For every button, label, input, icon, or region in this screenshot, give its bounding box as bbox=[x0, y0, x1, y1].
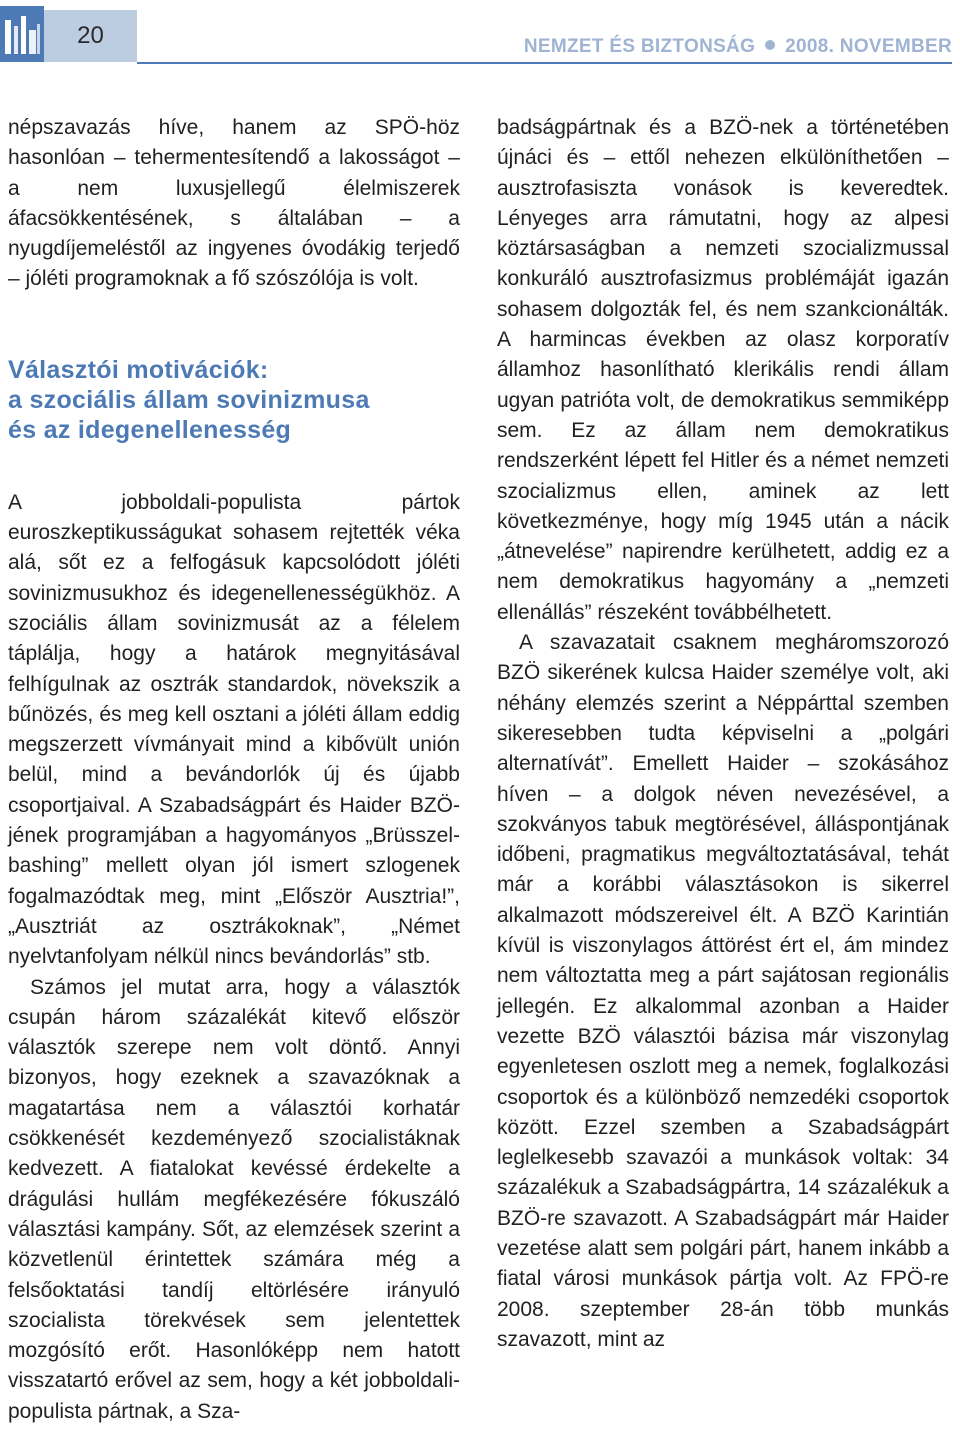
paragraph: Számos jel mutat arra, hogy a választók csupán három százalékát kitevő először választók szerepe nem volt döntő. Annyi bizonyos, hogy ezeknek a szavazóknak a magatartása nem a választói korhatár csökkenését kezdeményező szocialistáknak kedvezett. A fiatalokat kevéssé érdekelte a drágulási hullám megfékezésére fókuszáló választási kampány. Sőt, az elemzések szerint a közvetlenül érintettek számára még a felsőoktatási tandíj eltörlésére irányuló szocialista törekvések sem jelentettek mozgósító erőt. Hasonlóképp nem hatott visszatartó erővel az sem, hogy a két jobboldali-populista pártnak, a Sza- bbox=[8, 975, 460, 1423]
journal-logo bbox=[0, 6, 44, 62]
paragraph: népszavazás híve, hanem az SPÖ-höz hasonlóan – tehermentesítendő a lakosságot – a nem luxusjellegű élelmiszerek áfacsökkentésének, s általában – a nyugdíjemeléstől az ingyenes óvodákig terjedő – jóléti programoknak a fő szószólója is volt. bbox=[8, 116, 460, 291]
section-heading-line: és az idegenellenesség bbox=[8, 415, 292, 444]
right-column bbox=[497, 113, 949, 1355]
bullet-separator bbox=[765, 40, 775, 50]
running-head bbox=[524, 36, 952, 58]
header-rule bbox=[137, 62, 952, 64]
section-heading-line: Választói motivációk: bbox=[8, 355, 269, 384]
issue-date: 2008. NOVEMBER bbox=[785, 36, 952, 57]
publication-title: NEMZET ÉS BIZTONSÁG bbox=[523, 36, 756, 57]
paragraph: A jobboldali-populista pártok euroszkeptikusságukat sohasem rejtették véka alá, sőt ez a felfogásuk kapcsolódott jóléti sovinizmusukhoz és idegenellenességükhöz. A szociális állam sovinizmusát az a félelem táplálja, hogy a határok megnyitásával felhígulnak az osztrák standardok, növekszik a bűnözés, és meg kell osztani a jóléti állam eddig megszerzett vívmányait mind a kibővült unión belül, mind a bevándorlók új és újabb csoportjaival. A Szabadságpárt és Haider BZÖ-jének programjában a hagyományos „Brüsszel-bashing” mellett olyan jól ismert szlogenek fogalmazódtak meg, mint „Először Ausztria!”, „Ausztriát az osztrákoknak”, „Német nyelvtanfolyam nélkül nincs bevándorlás” stb. bbox=[8, 490, 460, 969]
paragraph: A szavazatait csaknem megháromszorozó BZÖ sikerének kulcsa Haider személye volt, aki néhány elemzés szerint a Néppárttal szemben sikeresebben tudta képviselni a „polgári alternatívát”. Emellett Haider – szokásához híven – a dolgok néven nevezésével, a szokványos tabuk megtörésével, álláspontjának időbeni, pragmatikus megváltoztatásával, tehát már a korábbi választásokon is sikerrel alkalmazott módszereivel élt. A BZÖ Karintián kívül is viszonylagos áttörést ért el, ám mindez nem változtatta meg a párt sajátosan regionális jellegén. Ez alkalommal azonban a Haider vezette BZÖ választói bázisa már viszonylag egyenletesen oszlott meg a nemek, foglalkozási csoportok és a különböző nemzedéki csoportok között. Ezzel szemben a Szabadságpárt leglelkesebb szavazói a munkások voltak: 34 százalékuk a Szabadságpártra, 14 százalékuk a BZÖ-re szavazott. A Szabadságpárt már Haider vezetése alatt sem polgári párt, hanem inkább a fiatal városi munkások pártja volt. Az FPÖ-re 2008. szeptember 28-án több munkás szavazott, mint az bbox=[497, 631, 949, 1351]
paragraph: badságpártnak és a BZÖ-nek a történetében újnáci és – ettől nehezen elkülöníthetően – ausztrofasiszta vonások is keveredtek. Lényeges arra rámutatni, hogy az alpesi köztársaságban a nemzeti szocializmussal konkuráló ausztrofasizmus problémáját igazán sohasem dolgozták fel, és nem szankcionálták. A harmincas években az olasz korporatív államhoz hasonlítható klerikális rendi állam ugyan patrióta volt, de demokratikus semmiképp sem. Ez az állam nem demokratikus rendszerként lépett fel Hitler és a német nemzeti szocializmus ellen, aminek az lett következménye, hogy míg 1945 után a nácik „átnevelése” napirendre kerülhetett, addig ez a nem demokratikus hagyomány a „nemzeti ellenállás” részeként továbbélhetett. bbox=[497, 116, 949, 624]
section-heading-line: a szociális állam sovinizmusa bbox=[8, 385, 370, 414]
logo-icon bbox=[0, 6, 44, 62]
page-header bbox=[0, 0, 960, 72]
page-number: 20 bbox=[44, 10, 137, 62]
left-column bbox=[8, 113, 460, 1427]
section-heading bbox=[8, 355, 460, 445]
